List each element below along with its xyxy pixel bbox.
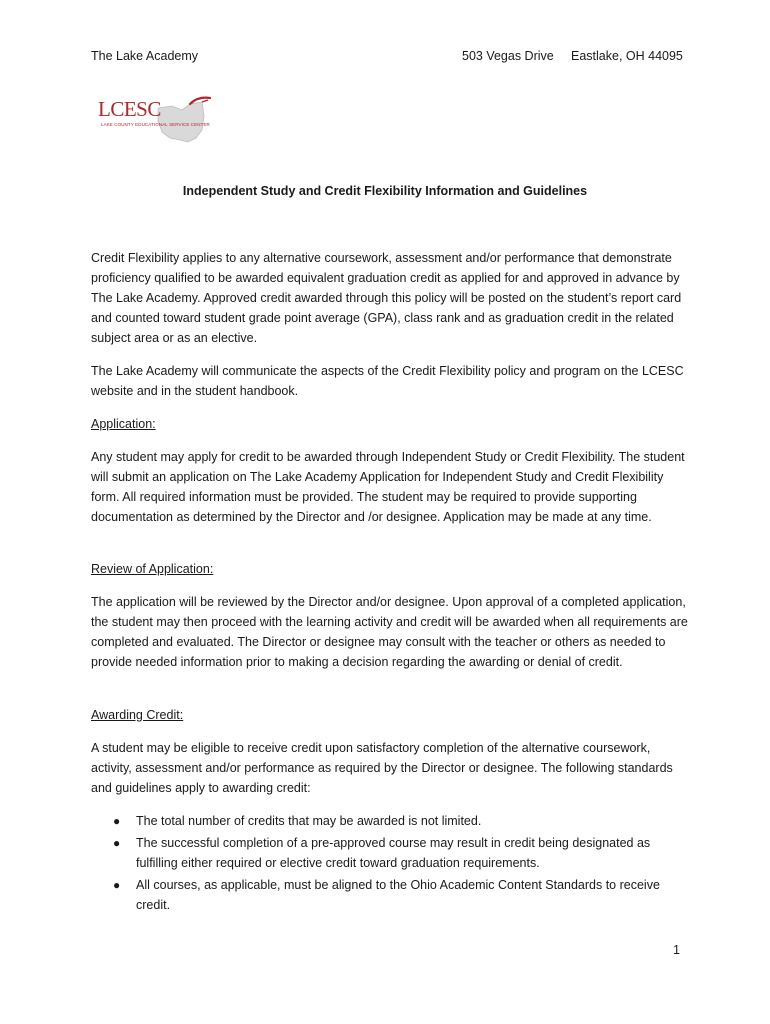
document-title: Independent Study and Credit Flexibility Information and Guidelines (182, 184, 588, 198)
header-city: Eastlake, OH 44095 (571, 49, 683, 63)
logo-text: LCESC (98, 97, 161, 121)
page-number: 1 (673, 943, 680, 957)
bullet-icon: ● (113, 814, 121, 828)
list-item-text: The successful completion of a pre-approved course may result in credit being designated as fulfilling either required or elective credit toward graduation requirements. (136, 836, 651, 870)
intro-paragraph-2: The Lake Academy will communicate the aspects of the Credit Flexibility policy and program on the LCESC website and in the student handbook. (91, 364, 684, 398)
guidelines-list (91, 811, 691, 917)
intro-paragraph-1: Credit Flexibility applies to any alternative coursework, assessment and/or performance that demonstrate proficiency qualified to be awarded equivalent graduation credit as applied for and approved in advance by The Lake Academy. Approved credit awarded through this policy will be posted on the student’s report card and counted toward student grade point average (GPA), class rank and as graduation credit in the related subject area or as an elective. (91, 251, 682, 345)
header-school: The Lake Academy (91, 49, 199, 63)
section-heading-application: Application: (91, 417, 156, 431)
lcesc-logo (98, 94, 216, 150)
list-item (91, 833, 691, 873)
list-item (91, 811, 691, 831)
bullet-icon: ● (113, 878, 121, 892)
list-item (91, 875, 691, 915)
header-address: 503 Vegas Drive (462, 49, 554, 63)
logo-subtext: LAKE COUNTY EDUCATIONAL SERVICE CENTER (101, 122, 210, 127)
section-text-awarding: A student may be eligible to receive credit upon satisfactory completion of the alternative coursework, activity, assessment and/or performance as required by the Director or designee. The following standards and guidelines apply to awarding credit: (91, 741, 673, 795)
list-item-text: The total number of credits that may be awarded is not limited. (136, 814, 482, 828)
bullet-icon: ● (113, 836, 121, 850)
section-heading-awarding: Awarding Credit: (91, 708, 184, 722)
section-text-application: Any student may apply for credit to be awarded through Independent Study or Credit Flexibility. The student will submit an application on The Lake Academy Application for Independent Study and Credit Flexibility form. All required information must be provided. The student may be required to provide supporting documentation as determined by the Director and /or designee. Application may be made at any time. (91, 450, 685, 524)
section-text-review: The application will be reviewed by the Director and/or designee. Upon approval of a completed application, the student may then proceed with the learning activity and credit will be awarded when all requirements are completed and evaluated. The Director or designee may consult with the teacher or others as needed to provide needed information prior to making a decision regarding the awarding or denial of credit. (91, 595, 688, 669)
list-item-text: All courses, as applicable, must be aligned to the Ohio Academic Content Standards to receive credit. (136, 878, 660, 912)
ohio-map-icon (152, 94, 216, 146)
section-heading-review: Review of Application: (91, 562, 214, 576)
